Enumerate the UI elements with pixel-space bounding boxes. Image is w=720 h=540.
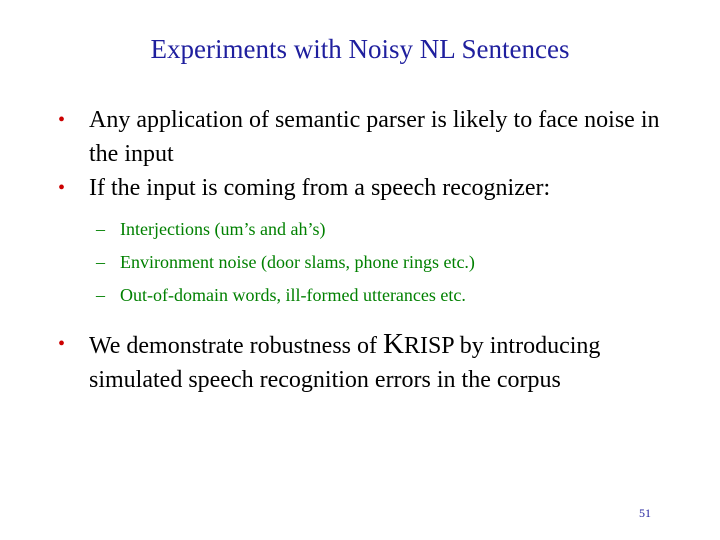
bullet-text-before: We demonstrate robustness of: [89, 333, 383, 359]
bullet-item: [58, 327, 688, 397]
slide-title: Experiments with Noisy NL Sentences: [150, 34, 570, 64]
sub-bullet-dash: –: [96, 285, 105, 305]
page-number: 51: [639, 506, 651, 520]
bullet-list: [58, 103, 688, 397]
sub-bullet-item: [89, 246, 688, 279]
bullet-item: [58, 171, 688, 205]
bullet-text: If the input is coming from a speech recognizer:: [89, 175, 551, 201]
krisp-initial: K: [383, 328, 404, 360]
bullet-mark: •: [58, 109, 66, 131]
sub-bullet-dash: –: [96, 252, 105, 272]
sub-bullet-text: Out-of-domain words, ill-formed utterances etc.: [120, 285, 466, 305]
sub-bullet-item: [89, 213, 688, 246]
sub-bullet-text: Interjections (um’s and ah’s): [120, 219, 326, 239]
sub-bullet-dash: –: [96, 219, 105, 239]
bullet-item: [58, 103, 688, 171]
bullet-mark: •: [58, 333, 66, 355]
bullet-mark: •: [58, 177, 66, 199]
krisp-rest: RISP: [403, 333, 454, 359]
sub-bullet-text: Environment noise (door slams, phone rings etc.): [120, 252, 475, 272]
bullet-text-after: by introducing simulated speech recognition errors in the corpus: [89, 333, 601, 393]
sub-bullet-list: [58, 213, 688, 312]
sub-bullet-item: [89, 279, 688, 312]
bullet-text: Any application of semantic parser is likely to face noise in the input: [89, 107, 660, 167]
